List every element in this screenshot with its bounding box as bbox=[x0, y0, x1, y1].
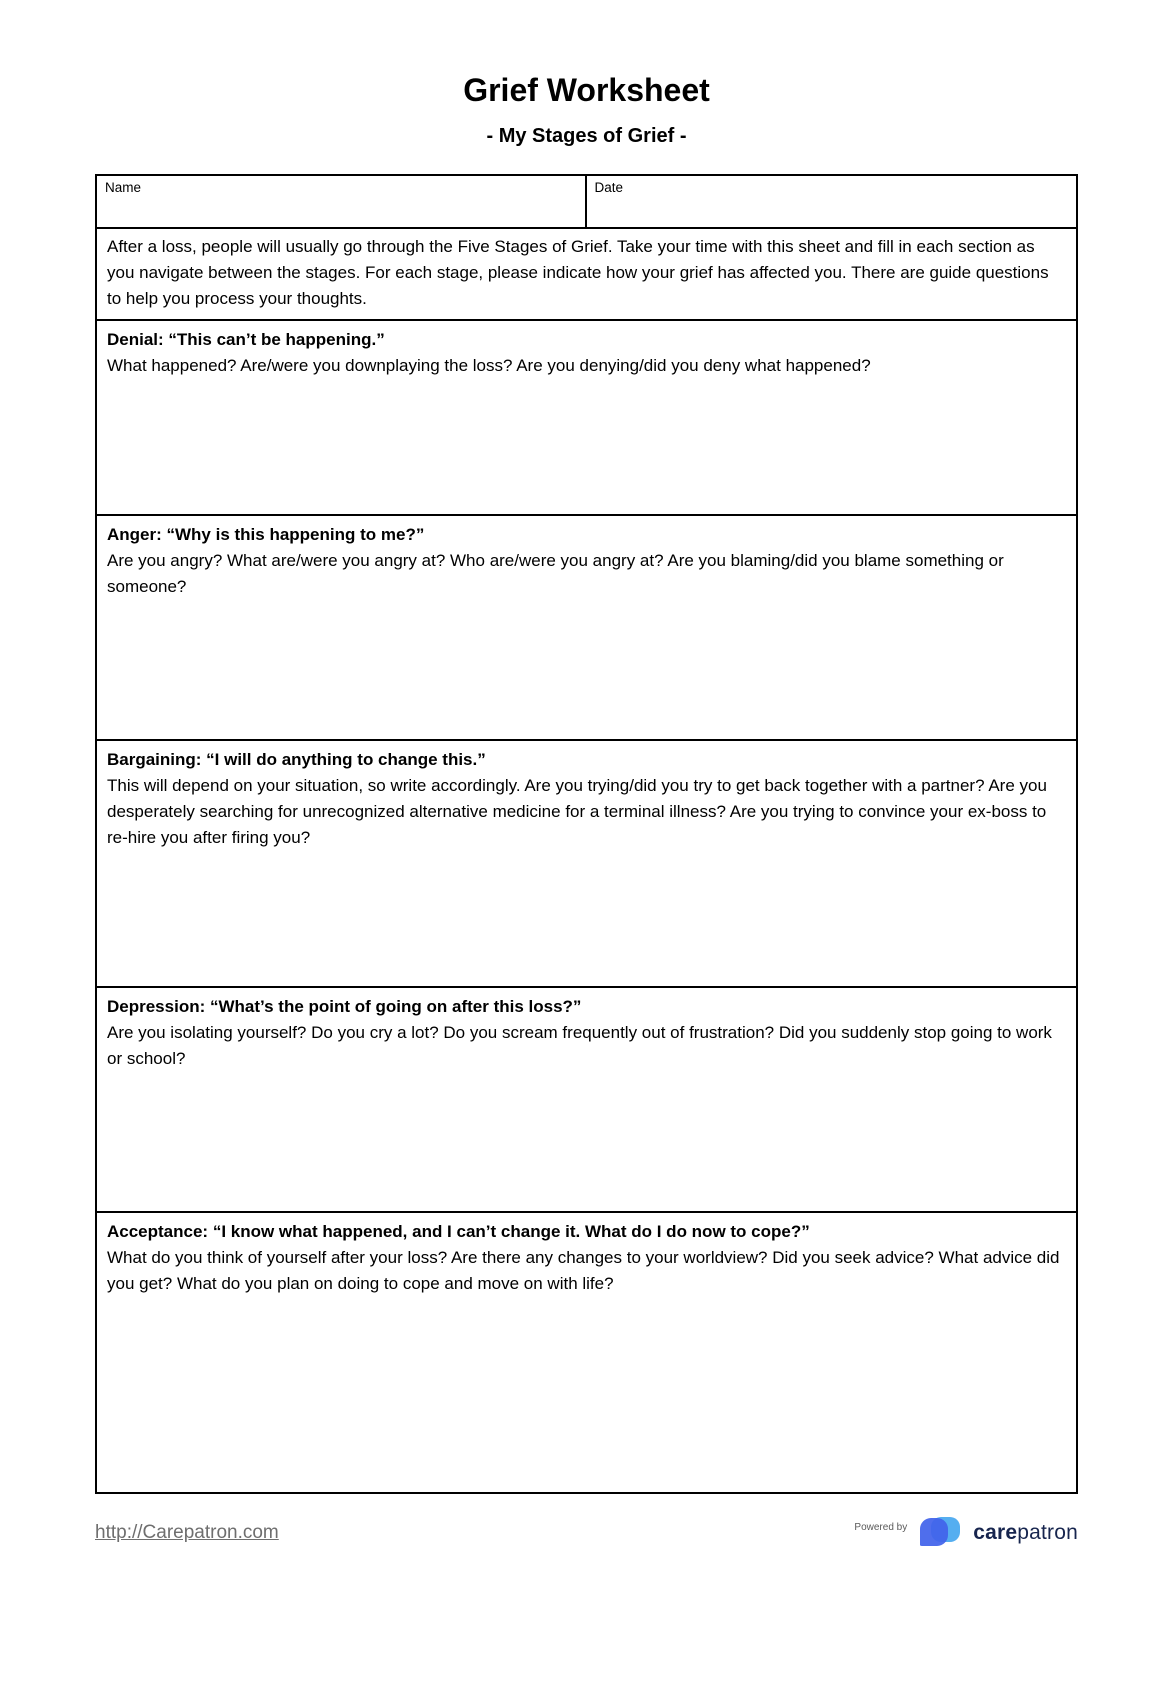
page-title: Grief Worksheet bbox=[463, 72, 710, 108]
section-acceptance bbox=[97, 1211, 1076, 1492]
date-field[interactable] bbox=[587, 176, 1077, 227]
section-acceptance-question: What do you think of yourself after your loss? Are there any changes to your worldview? Did you seek advice? What advice did you get? What do you plan on doing to cope and move on with life? bbox=[107, 1248, 1060, 1293]
section-bargaining-heading: Bargaining: “I will do anything to change this.” bbox=[107, 750, 486, 769]
section-depression-question: Are you isolating yourself? Do you cry a lot? Do you scream frequently out of frustration? Did you suddenly stop going to work or school? bbox=[107, 1023, 1052, 1068]
intro-text: After a loss, people will usually go through the Five Stages of Grief. Take your time with this sheet and fill in each section as you navigate between the stages. For each stage, please indicate how your grief has affected you. There are guide questions to help you process your thoughts. bbox=[97, 227, 1076, 319]
worksheet-page bbox=[0, 72, 1176, 1552]
section-anger-question: Are you angry? What are/were you angry at? Who are/were you angry at? Are you blaming/did you blame something or someone? bbox=[107, 551, 1004, 596]
section-depression-heading: Depression: “What’s the point of going on after this loss?” bbox=[107, 997, 582, 1016]
section-anger-answer-area[interactable] bbox=[107, 600, 1066, 739]
section-bargaining bbox=[97, 739, 1076, 986]
section-depression bbox=[97, 986, 1076, 1211]
section-denial-question: What happened? Are/were you downplaying the loss? Are you denying/did you deny what happened? bbox=[107, 356, 871, 375]
section-denial-heading: Denial: “This can’t be happening.” bbox=[107, 330, 385, 349]
section-bargaining-question: This will depend on your situation, so write accordingly. Are you trying/did you try to get back together with a partner? Are you desperately searching for unrecognized alternative medicine for a terminal illness? Are you trying to convince your ex-boss to re-hire you after firing you? bbox=[107, 776, 1047, 847]
date-label: Date bbox=[594, 180, 624, 195]
footer bbox=[95, 1514, 1078, 1552]
section-acceptance-answer-area[interactable] bbox=[107, 1297, 1066, 1492]
worksheet-table bbox=[95, 174, 1078, 1494]
carepatron-brand bbox=[854, 1514, 1078, 1552]
section-depression-answer-area[interactable] bbox=[107, 1072, 1066, 1211]
powered-by-label: Powered by bbox=[854, 1521, 908, 1533]
section-acceptance-heading: Acceptance: “I know what happened, and I can’t change it. What do I do now to cope?” bbox=[107, 1222, 810, 1241]
page-subtitle: - My Stages of Grief - bbox=[486, 125, 687, 147]
section-anger bbox=[97, 514, 1076, 739]
name-field[interactable] bbox=[97, 176, 587, 227]
section-bargaining-answer-area[interactable] bbox=[107, 851, 1066, 986]
wordmark-patron: patron bbox=[1017, 1521, 1078, 1544]
carepatron-wordmark bbox=[973, 1521, 1078, 1545]
name-label: Name bbox=[105, 180, 142, 195]
section-denial bbox=[97, 319, 1076, 514]
name-date-row bbox=[97, 176, 1076, 227]
wordmark-care: care bbox=[973, 1521, 1018, 1544]
carepatron-logo-icon bbox=[916, 1514, 964, 1552]
section-denial-answer-area[interactable] bbox=[107, 379, 1066, 514]
carepatron-link[interactable]: http://Carepatron.com bbox=[95, 1522, 279, 1543]
section-anger-heading: Anger: “Why is this happening to me?” bbox=[107, 525, 425, 544]
